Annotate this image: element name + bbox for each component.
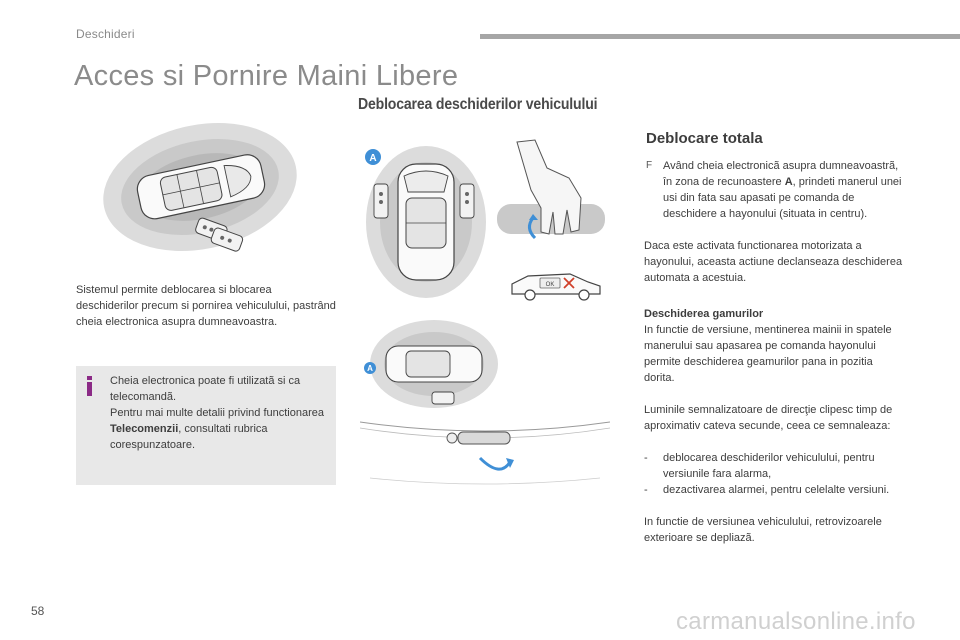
page-title: Acces si Pornire Maini Libere xyxy=(74,60,459,92)
list-dash-2: - xyxy=(644,484,648,496)
mirrors-text: In functie de versiunea vehiculului, retrovizoarele exterioare se depliazã. xyxy=(644,516,882,544)
info-text xyxy=(110,373,332,453)
zone-a-label: A xyxy=(369,153,377,164)
list-item-1: deblocarea deschiderilor vehiculului, pentru versiunile fara alarma, xyxy=(663,452,875,480)
car-zone-drawing xyxy=(100,115,300,260)
car-side-ok-illustration xyxy=(506,268,606,302)
car-small-zone-illustration xyxy=(360,318,500,416)
subsection-title: Deblocarea deschiderilor vehiculului xyxy=(358,96,598,113)
info-line-2: Pentru mai multe detalii privind functionarea Telecomenzii, consultati rubrica corespunzatoare. xyxy=(110,407,325,451)
lights-text: Luminile semnalizatoare de direcţie clipesc timp de aproximativ cateva secunde, ceea ce semnaleaza: xyxy=(644,404,893,432)
windows-text: In functie de versiune, mentinerea mainii in spatele manerului sau apasarea pe comanda hayonului permite deschiderea geamurilor pana in pozitia dorita. xyxy=(644,324,892,384)
zone-a-reference: A xyxy=(784,176,793,188)
info-icon xyxy=(86,376,93,396)
info-line-1: Cheia electronica poate fi utilizatã si ca telecomandã. xyxy=(110,375,301,403)
bullet-symbol: F xyxy=(646,160,653,171)
car-zone-a-illustration xyxy=(360,140,488,300)
telecomenzii-emphasis: Telecomenzii xyxy=(110,423,179,435)
tailgate-handle-drawing xyxy=(360,418,610,500)
car-zone-illustration xyxy=(100,115,300,260)
watermark: carmanualsonline.info xyxy=(676,608,916,635)
bullet-instruction: Având cheia electronicã asupra dumneavoastrã, în zona de recunoastere A, prindeti manerul unei usi din fata sau apasati pe comanda de deschidere a hayonului (situata in centru). xyxy=(663,160,902,220)
info-box xyxy=(76,366,336,485)
car-zone-a-drawing xyxy=(360,140,488,300)
car-side-ok-drawing xyxy=(506,268,606,302)
hand-handle-drawing xyxy=(495,138,610,248)
list-dash-1: - xyxy=(644,452,648,464)
zone-a-label-small: A xyxy=(367,364,373,373)
windows-heading: Deschiderea gamurilor xyxy=(644,308,764,320)
motor-note: Daca este activata functionarea motorizata a hayonului, aceasta actiune declanseaza deschiderea automata a acestuia. xyxy=(644,240,903,284)
ok-label: OK xyxy=(545,282,555,288)
section-heading-deblocare-totala: Deblocare totala xyxy=(646,130,763,147)
hand-handle-illustration xyxy=(495,138,610,248)
tailgate-handle-illustration xyxy=(360,418,610,500)
page-number: 58 xyxy=(31,604,45,618)
list-item-2: dezactivarea alarmei, pentru celelalte versiuni. xyxy=(663,484,890,496)
section-label: Deschideri xyxy=(76,27,135,41)
car-small-zone-drawing xyxy=(360,318,500,416)
intro-paragraph: Sistemul permite deblocarea si blocarea deschiderilor precum si pornirea vehiculului, pastrând cheia electronica asupra dumneavoastra. xyxy=(76,284,336,328)
header-bar xyxy=(480,34,960,39)
